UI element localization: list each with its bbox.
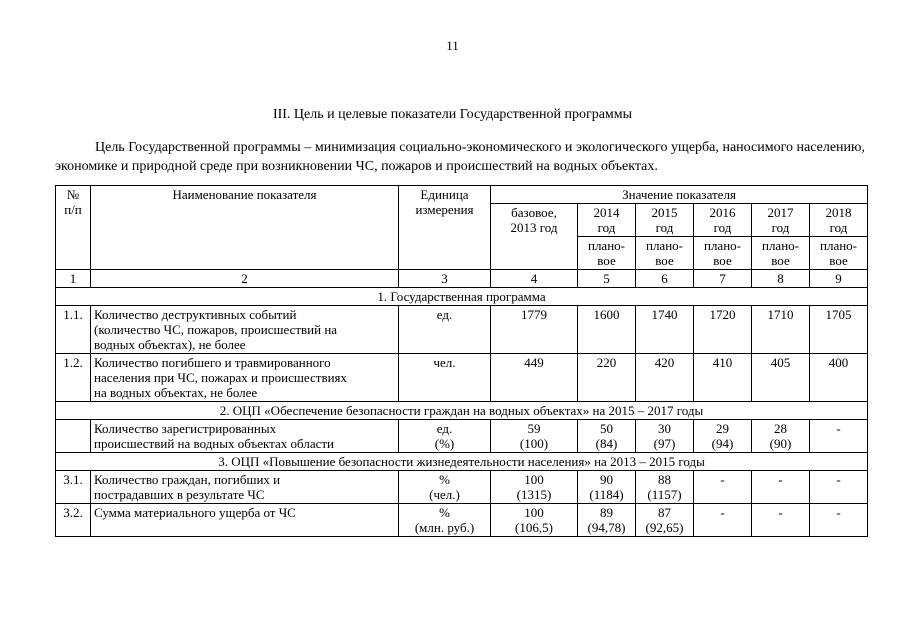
header-planned-line: плано- [703, 238, 741, 253]
row-name-line: на водных объектах, не более [94, 385, 258, 400]
header-year-line: 2015 [651, 205, 678, 220]
header-base-line: базовое, [511, 205, 557, 220]
row-value [694, 504, 752, 537]
row-value [636, 420, 694, 453]
row-value [810, 471, 868, 504]
row-value-line: (106,5) [515, 520, 553, 535]
row-unit-line: % [439, 505, 450, 520]
header-num [56, 186, 91, 270]
row-value [810, 420, 868, 453]
column-number: 8 [752, 270, 810, 288]
row-value-line: - [836, 472, 841, 487]
section-title: 1. Государственная программа [56, 288, 868, 306]
header-name: Наименование показателя [91, 186, 399, 270]
row-value-line: (1184) [589, 487, 624, 502]
row-value-line: 30 [658, 421, 671, 436]
column-number: 6 [636, 270, 694, 288]
row-value-line: - [778, 472, 783, 487]
row-value [491, 420, 578, 453]
row-value [694, 420, 752, 453]
row-value [810, 504, 868, 537]
header-year [810, 204, 868, 237]
header-unit [399, 186, 491, 270]
row-value-line: 1779 [521, 307, 547, 322]
row-value [694, 471, 752, 504]
row-value-line: 88 [658, 472, 671, 487]
row-value-line: (84) [595, 436, 618, 451]
row-unit-line: (%) [434, 436, 455, 451]
header-planned [810, 237, 868, 270]
row-value-line: (90) [769, 436, 792, 451]
header-year [694, 204, 752, 237]
row-unit-line: чел. [433, 355, 456, 370]
row-unit-line: ед. [436, 307, 453, 322]
row-value-line: (94) [711, 436, 734, 451]
intro-paragraph: Цель Государственной программы – минимизация социально-экономического и экологического ущерба, наносимого населению, экономике и природной среде при возникновении ЧС, пожаров и происшествий на водных объектах. [55, 140, 865, 174]
header-year [578, 204, 636, 237]
header-year [752, 204, 810, 237]
header-year-line: год [655, 220, 674, 235]
header-planned [694, 237, 752, 270]
header-year-line: 2016 [709, 205, 736, 220]
section-title: 3. ОЦП «Повышение безопасности жизнедеятельности населения» на 2013 – 2015 годы [56, 453, 868, 471]
row-unit [399, 354, 491, 402]
row-value-line: (1315) [516, 487, 552, 502]
row-unit-line: % [439, 472, 450, 487]
row-value-line: 50 [600, 421, 613, 436]
column-number: 2 [91, 270, 399, 288]
row-value [694, 354, 752, 402]
row-value-line: 1740 [651, 307, 678, 322]
row-value-line: 420 [654, 355, 675, 370]
table-row [56, 420, 868, 453]
header-planned [752, 237, 810, 270]
table-row [56, 306, 868, 354]
row-value-line: (97) [653, 436, 676, 451]
row-value-line: (92,65) [645, 520, 684, 535]
row-name-line: населения при ЧС, пожарах и происшествиях [94, 370, 348, 385]
header-planned-line: плано- [645, 238, 683, 253]
row-name-line: Количество граждан, погибших и [94, 472, 281, 487]
header-base-line: 2013 год [510, 220, 558, 235]
row-name [91, 306, 399, 354]
row-value-line: 1710 [767, 307, 794, 322]
row-value-line: - [720, 472, 725, 487]
row-name-line: Количество погибшего и травмированного [94, 355, 331, 370]
header-year-line: год [771, 220, 790, 235]
header-year-line: 2018 [825, 205, 852, 220]
header-year [636, 204, 694, 237]
table-body [56, 186, 868, 537]
section-title: 2. ОЦП «Обеспечение безопасности граждан на водных объектах» на 2015 – 2017 годы [56, 402, 868, 420]
row-name-line: происшествий на водных объектах области [94, 436, 334, 451]
header-unit-line: измерения [415, 202, 474, 217]
header-planned-line: плано- [587, 238, 625, 253]
row-value-line: 89 [600, 505, 613, 520]
section-row [56, 402, 868, 420]
row-value [694, 306, 752, 354]
row-name-line: Количество деструктивных событий [94, 307, 297, 322]
header-planned-line: вое [713, 253, 732, 268]
row-name-line: водных объектах), не более [94, 337, 246, 352]
header-num-line: № [66, 187, 80, 202]
row-name-line: пострадавших в результате ЧС [94, 487, 265, 502]
row-value-line: 29 [716, 421, 729, 436]
header-planned-line: плано- [761, 238, 799, 253]
column-number: 3 [399, 270, 491, 288]
row-value-line: 87 [658, 505, 671, 520]
row-unit [399, 504, 491, 537]
row-value-line: 400 [828, 355, 849, 370]
row-value [752, 354, 810, 402]
row-value [578, 420, 636, 453]
row-value-line: 410 [712, 355, 733, 370]
row-value [636, 354, 694, 402]
column-number: 4 [491, 270, 578, 288]
row-unit-line: ед. [436, 421, 453, 436]
row-value [491, 354, 578, 402]
row-value-line: 100 [524, 505, 544, 520]
row-value [636, 306, 694, 354]
row-value-line: - [720, 505, 725, 520]
row-value [578, 504, 636, 537]
row-value [491, 306, 578, 354]
header-planned-line: вое [771, 253, 790, 268]
header-year-line: год [713, 220, 732, 235]
header-year-line: год [829, 220, 848, 235]
row-value [578, 471, 636, 504]
table-row [56, 354, 868, 402]
header-year-line: год [597, 220, 616, 235]
row-value [752, 306, 810, 354]
row-value-line: 1600 [593, 307, 620, 322]
table-row [56, 504, 868, 537]
header-planned-line: плано- [820, 238, 858, 253]
row-value [752, 504, 810, 537]
header-planned-line: вое [597, 253, 616, 268]
row-value-line: 59 [527, 421, 541, 436]
row-unit [399, 420, 491, 453]
row-value-line: - [836, 421, 841, 436]
section-heading: III. Цель и целевые показатели Государственной программы [272, 107, 633, 122]
header-value: Значение показателя [491, 186, 868, 204]
page-number: 11 [446, 38, 459, 53]
row-num: 1.2. [56, 354, 91, 402]
section-row [56, 288, 868, 306]
row-value [491, 471, 578, 504]
row-value-line: (100) [519, 436, 549, 451]
row-name [91, 504, 399, 537]
row-value-line: 28 [774, 421, 787, 436]
column-number-row [56, 270, 868, 288]
header-planned-line: вое [655, 253, 674, 268]
section-row [56, 453, 868, 471]
row-value-line: (94,78) [587, 520, 626, 535]
row-num: 3.2. [56, 504, 91, 537]
row-num [56, 420, 91, 453]
row-value-line: - [836, 505, 841, 520]
header-planned [578, 237, 636, 270]
row-value-line: (1157) [647, 487, 682, 502]
row-unit [399, 471, 491, 504]
row-name [91, 354, 399, 402]
row-name [91, 420, 399, 453]
header-unit-line: Единица [420, 187, 469, 202]
row-name-line: (количество ЧС, пожаров, происшествий на [94, 322, 338, 337]
row-unit [399, 306, 491, 354]
row-value [810, 306, 868, 354]
header-base [491, 204, 578, 270]
column-number: 1 [56, 270, 91, 288]
row-value [636, 504, 694, 537]
row-unit-line: (млн. руб.) [414, 520, 475, 535]
row-name-line: Количество зарегистрированных [94, 421, 277, 436]
row-value [491, 504, 578, 537]
row-num: 1.1. [56, 306, 91, 354]
row-value-line: 405 [770, 355, 791, 370]
row-value [578, 306, 636, 354]
row-name-line: Сумма материального ущерба от ЧС [94, 505, 296, 520]
indicators-table [55, 185, 868, 537]
row-value [810, 354, 868, 402]
row-num: 3.1. [56, 471, 91, 504]
row-value-line: - [778, 505, 783, 520]
row-name [91, 471, 399, 504]
header-year-line: 2017 [767, 205, 794, 220]
header-num-line: п/п [64, 202, 82, 217]
row-value-line: 1720 [709, 307, 736, 322]
row-value-line: 449 [524, 355, 544, 370]
row-value-line: 90 [600, 472, 613, 487]
row-value-line: 100 [524, 472, 544, 487]
row-value-line: 1705 [825, 307, 852, 322]
row-value [578, 354, 636, 402]
row-unit-line: (чел.) [429, 487, 460, 502]
column-number: 7 [694, 270, 752, 288]
header-row [56, 186, 868, 204]
row-value-line: 220 [596, 355, 617, 370]
table-row [56, 471, 868, 504]
column-number: 9 [810, 270, 868, 288]
header-planned [636, 237, 694, 270]
column-number: 5 [578, 270, 636, 288]
row-value [752, 471, 810, 504]
header-planned-line: вое [829, 253, 848, 268]
row-value [636, 471, 694, 504]
row-value [752, 420, 810, 453]
header-year-line: 2014 [593, 205, 620, 220]
